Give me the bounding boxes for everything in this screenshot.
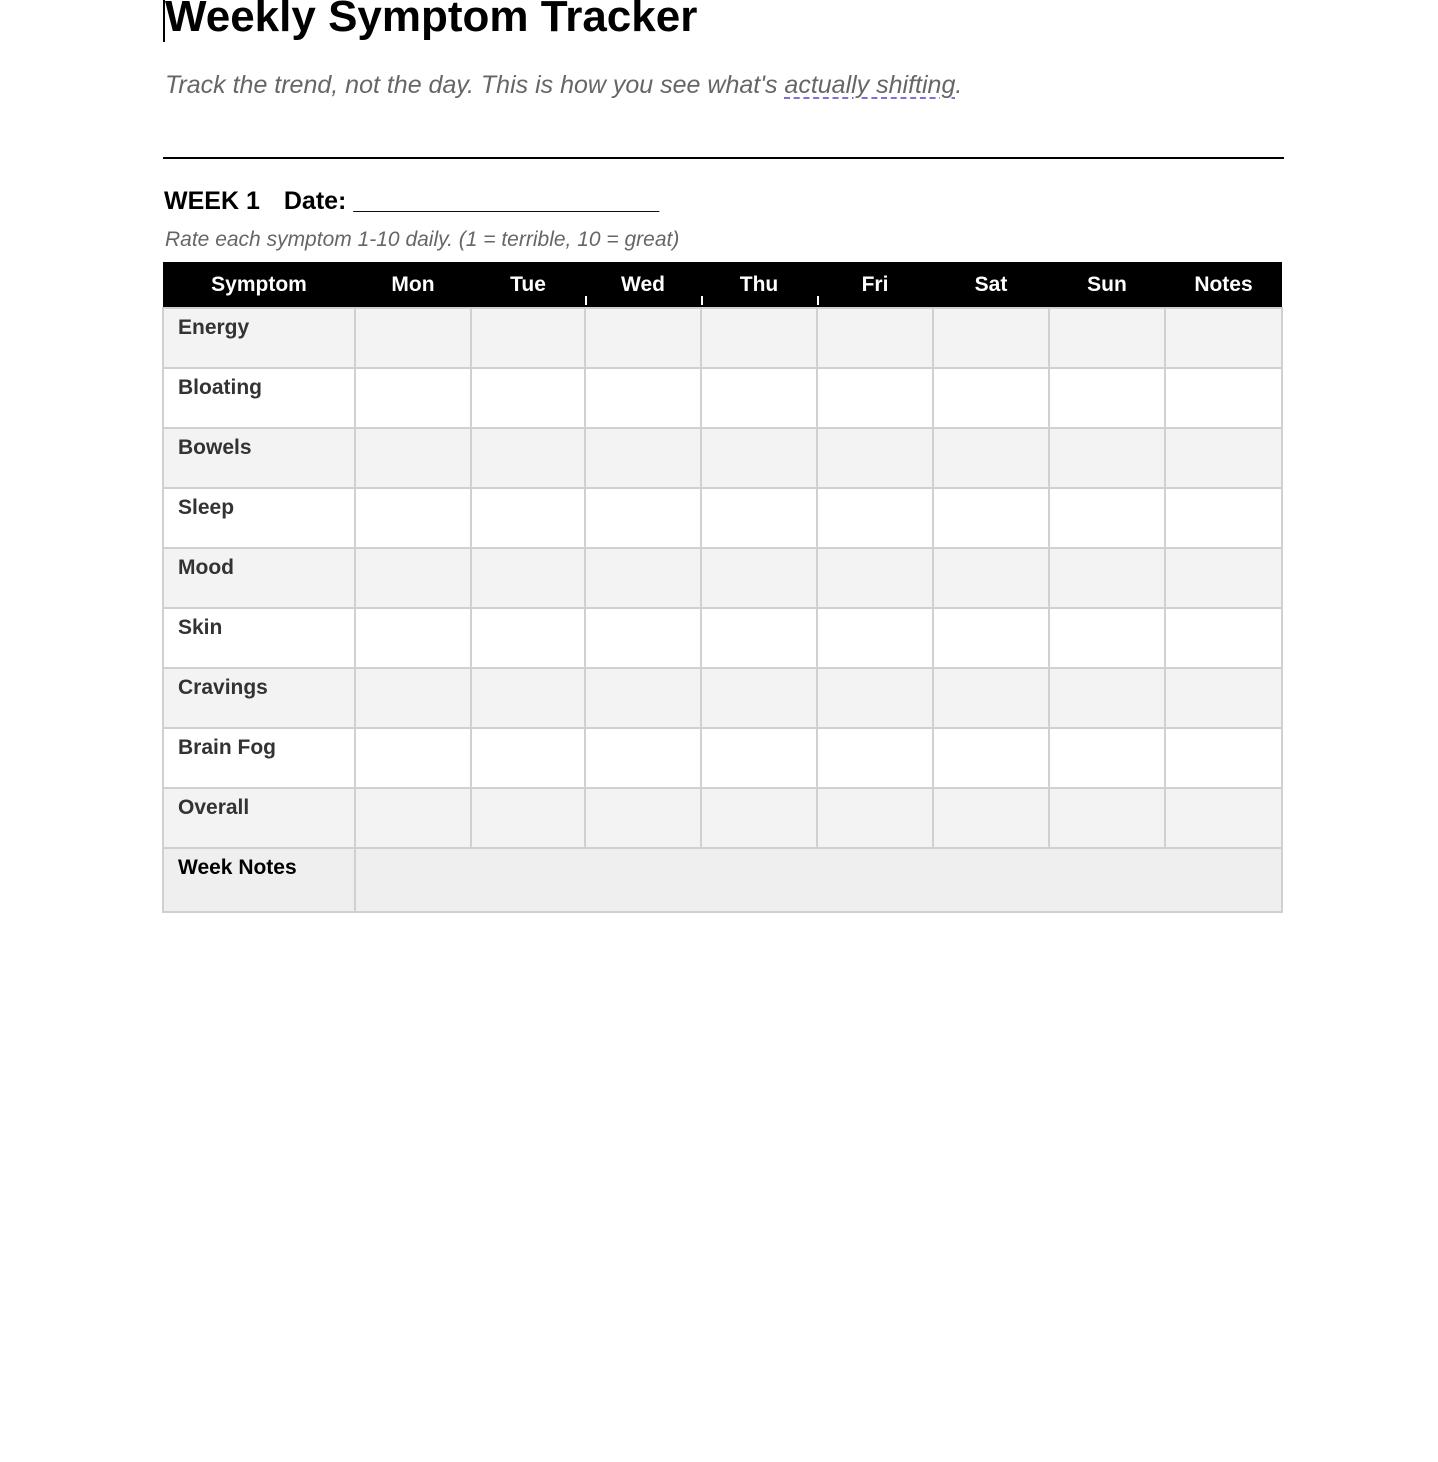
table-row xyxy=(163,788,1282,848)
table-row xyxy=(163,608,1282,668)
table-row xyxy=(163,368,1282,428)
rating-instructions[interactable]: Rate each symptom 1-10 daily. (1 = terrible, 10 = great) xyxy=(165,228,680,251)
symptom-label: Skin xyxy=(163,608,355,668)
rating-cell-tue[interactable] xyxy=(471,368,585,428)
rating-cell-tue[interactable] xyxy=(471,548,585,608)
column-header-fri: Fri xyxy=(817,262,933,308)
rating-cell-thu[interactable] xyxy=(701,368,817,428)
rating-cell-tue[interactable] xyxy=(471,788,585,848)
rating-cell-sun[interactable] xyxy=(1049,548,1165,608)
rating-cell-sat[interactable] xyxy=(933,308,1049,368)
date-field: Date: ______________________ xyxy=(283,187,660,215)
rating-cell-wed[interactable] xyxy=(585,548,701,608)
symptom-table xyxy=(162,262,1283,913)
column-resize-marker xyxy=(701,296,703,305)
rating-cell-sun[interactable] xyxy=(1049,608,1165,668)
symptom-label: Cravings xyxy=(163,668,355,728)
rating-cell-wed[interactable] xyxy=(585,368,701,428)
symptom-label: Mood xyxy=(163,548,355,608)
rating-cell-mon[interactable] xyxy=(355,308,471,368)
week-notes-cell[interactable] xyxy=(355,848,1282,912)
table-header-row xyxy=(163,262,1282,308)
rating-cell-wed[interactable] xyxy=(585,488,701,548)
table-row xyxy=(163,548,1282,608)
rating-cell-sun[interactable] xyxy=(1049,308,1165,368)
rating-cell-thu[interactable] xyxy=(701,728,817,788)
rating-cell-sun[interactable] xyxy=(1049,428,1165,488)
rating-cell-sat[interactable] xyxy=(933,788,1049,848)
column-header-wed: Wed xyxy=(585,262,701,308)
rating-cell-sat[interactable] xyxy=(933,368,1049,428)
rating-cell-thu[interactable] xyxy=(701,608,817,668)
subtitle-text: Track the trend, not the day. This is how you see what's xyxy=(165,71,785,99)
spellcheck-flagged-phrase[interactable]: actually shifting xyxy=(784,71,956,99)
rating-cell-wed[interactable] xyxy=(585,608,701,668)
rating-cell-sat[interactable] xyxy=(933,548,1049,608)
symptom-label: Bloating xyxy=(163,368,355,428)
week-heading[interactable] xyxy=(164,186,659,216)
rating-cell-notes[interactable] xyxy=(1165,428,1282,488)
rating-cell-wed[interactable] xyxy=(585,728,701,788)
rating-cell-notes[interactable] xyxy=(1165,728,1282,788)
rating-cell-notes[interactable] xyxy=(1165,308,1282,368)
rating-cell-sun[interactable] xyxy=(1049,728,1165,788)
table-row xyxy=(163,488,1282,548)
rating-cell-fri[interactable] xyxy=(817,428,933,488)
column-header-sun: Sun xyxy=(1049,262,1165,308)
symptom-label: Bowels xyxy=(163,428,355,488)
rating-cell-fri[interactable] xyxy=(817,548,933,608)
rating-cell-fri[interactable] xyxy=(817,608,933,668)
rating-cell-fri[interactable] xyxy=(817,368,933,428)
rating-cell-sat[interactable] xyxy=(933,428,1049,488)
rating-cell-sun[interactable] xyxy=(1049,488,1165,548)
rating-cell-fri[interactable] xyxy=(817,668,933,728)
subtitle-period: . xyxy=(955,71,963,99)
page-title[interactable]: Weekly Symptom Tracker xyxy=(165,0,698,41)
table-row xyxy=(163,728,1282,788)
rating-cell-thu[interactable] xyxy=(701,488,817,548)
rating-cell-fri[interactable] xyxy=(817,788,933,848)
symptom-label: Brain Fog xyxy=(163,728,355,788)
rating-cell-thu[interactable] xyxy=(701,308,817,368)
column-header-notes: Notes xyxy=(1165,262,1282,308)
rating-cell-tue[interactable] xyxy=(471,668,585,728)
rating-cell-sat[interactable] xyxy=(933,668,1049,728)
column-header-symptom: Symptom xyxy=(163,262,355,308)
rating-cell-fri[interactable] xyxy=(817,308,933,368)
column-header-thu: Thu xyxy=(701,262,817,308)
rating-cell-tue[interactable] xyxy=(471,308,585,368)
rating-cell-notes[interactable] xyxy=(1165,788,1282,848)
rating-cell-thu[interactable] xyxy=(701,668,817,728)
column-resize-marker xyxy=(585,296,587,305)
rating-cell-tue[interactable] xyxy=(471,488,585,548)
rating-cell-tue[interactable] xyxy=(471,608,585,668)
table-row xyxy=(163,308,1282,368)
rating-cell-fri[interactable] xyxy=(817,488,933,548)
rating-cell-wed[interactable] xyxy=(585,668,701,728)
rating-cell-thu[interactable] xyxy=(701,788,817,848)
rating-cell-mon[interactable] xyxy=(355,368,471,428)
horizontal-divider xyxy=(163,157,1284,159)
symptom-label: Sleep xyxy=(163,488,355,548)
rating-cell-mon[interactable] xyxy=(355,428,471,488)
rating-cell-notes[interactable] xyxy=(1165,548,1282,608)
rating-cell-sun[interactable] xyxy=(1049,788,1165,848)
rating-cell-mon[interactable] xyxy=(355,488,471,548)
rating-cell-mon[interactable] xyxy=(355,728,471,788)
rating-cell-mon[interactable] xyxy=(355,548,471,608)
rating-cell-mon[interactable] xyxy=(355,608,471,668)
table-row xyxy=(163,428,1282,488)
rating-cell-thu[interactable] xyxy=(701,428,817,488)
week-notes-row xyxy=(163,848,1282,912)
rating-cell-tue[interactable] xyxy=(471,728,585,788)
rating-cell-sat[interactable] xyxy=(933,488,1049,548)
rating-cell-wed[interactable] xyxy=(585,428,701,488)
rating-cell-sat[interactable] xyxy=(933,728,1049,788)
rating-cell-notes[interactable] xyxy=(1165,668,1282,728)
rating-cell-fri[interactable] xyxy=(817,728,933,788)
column-resize-marker xyxy=(817,296,819,305)
rating-cell-sat[interactable] xyxy=(933,608,1049,668)
rating-cell-notes[interactable] xyxy=(1165,368,1282,428)
rating-cell-wed[interactable] xyxy=(585,788,701,848)
rating-cell-sun[interactable] xyxy=(1049,668,1165,728)
week-label: WEEK 1 xyxy=(164,187,260,215)
rating-cell-tue[interactable] xyxy=(471,428,585,488)
rating-cell-mon[interactable] xyxy=(355,788,471,848)
table-row xyxy=(163,668,1282,728)
column-header-sat: Sat xyxy=(933,262,1049,308)
symptom-label: Overall xyxy=(163,788,355,848)
rating-cell-mon[interactable] xyxy=(355,668,471,728)
rating-cell-notes[interactable] xyxy=(1165,608,1282,668)
column-header-mon: Mon xyxy=(355,262,471,308)
rating-cell-wed[interactable] xyxy=(585,308,701,368)
week-notes-label: Week Notes xyxy=(163,848,355,912)
rating-cell-notes[interactable] xyxy=(1165,488,1282,548)
column-header-tue: Tue xyxy=(471,262,585,308)
rating-cell-sun[interactable] xyxy=(1049,368,1165,428)
symptom-label: Energy xyxy=(163,308,355,368)
page-subtitle[interactable] xyxy=(165,69,962,101)
rating-cell-thu[interactable] xyxy=(701,548,817,608)
